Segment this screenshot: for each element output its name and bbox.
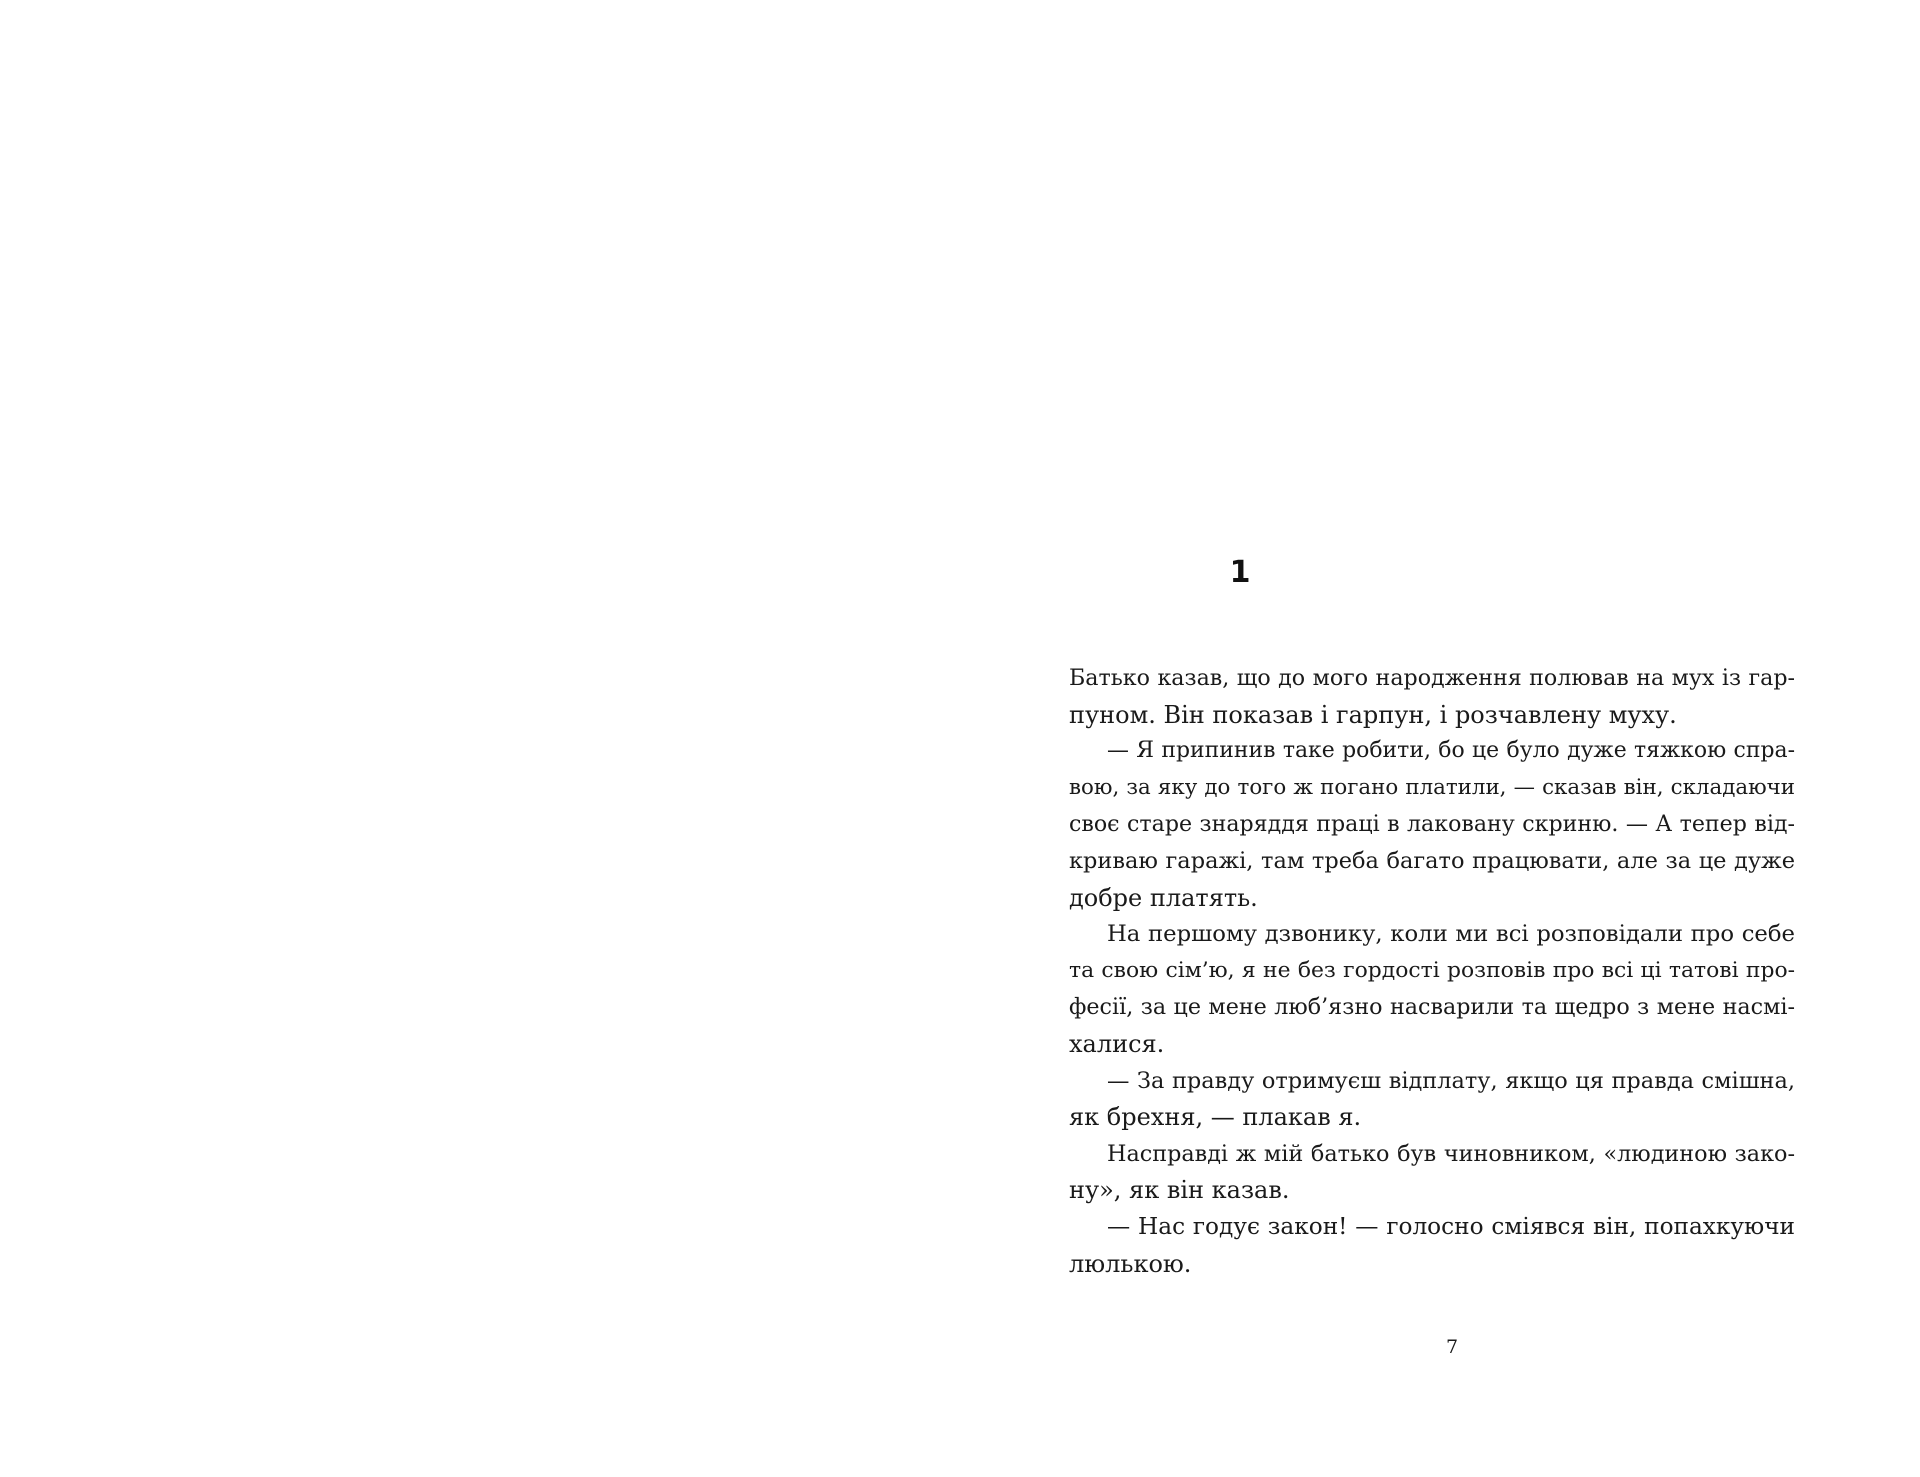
text-line: ну», як він казав. (1069, 1176, 1290, 1205)
chapter-text (1069, 660, 1795, 1282)
text-line: люлькою. (1069, 1249, 1192, 1278)
text-line: криваю гаражі, там треба багато працювати, але за це дуже (1069, 847, 1795, 874)
text-line: — Нас годує закон! — голосно сміявся він, попахкуючи (1107, 1212, 1795, 1240)
text-line: своє старе знаряддя праці в лаковану скриню. — А тепер від- (1069, 811, 1795, 838)
text-line: вою, за яку до того ж погано платили, — сказав він, складаючи (1069, 774, 1795, 800)
text-line: та свою сім’ю, я не без гордості розповів про всі ці татові про- (1069, 957, 1795, 983)
chapter-number: 1 (1229, 555, 1251, 590)
text-line: Насправді ж мій батько був чиновником, «людиною зако- (1107, 1140, 1795, 1167)
text-line: — Я припинив таке робити, бо це було дуже тяжкою спра- (1107, 738, 1795, 764)
text-line: пуном. Він показав і гарпун, і розчавлену муху. (1069, 700, 1677, 729)
text-line: Батько казав, що до мого народження полював на мух із гар- (1069, 665, 1795, 691)
text-line: як брехня, — плакав я. (1069, 1103, 1362, 1132)
text-line: халися. (1069, 1029, 1165, 1058)
text-line: — За правду отримуєш відплату, якщо ця правда смішна, (1107, 1067, 1795, 1094)
page-number: 7 (1445, 1336, 1459, 1358)
text-line: добре платять. (1069, 883, 1258, 912)
text-line: На першому дзвонику, коли ми всі розповідали про себе (1107, 921, 1795, 948)
text-line: фесії, за це мене люб’язно насварили та щедро з мене насмі- (1069, 994, 1795, 1021)
